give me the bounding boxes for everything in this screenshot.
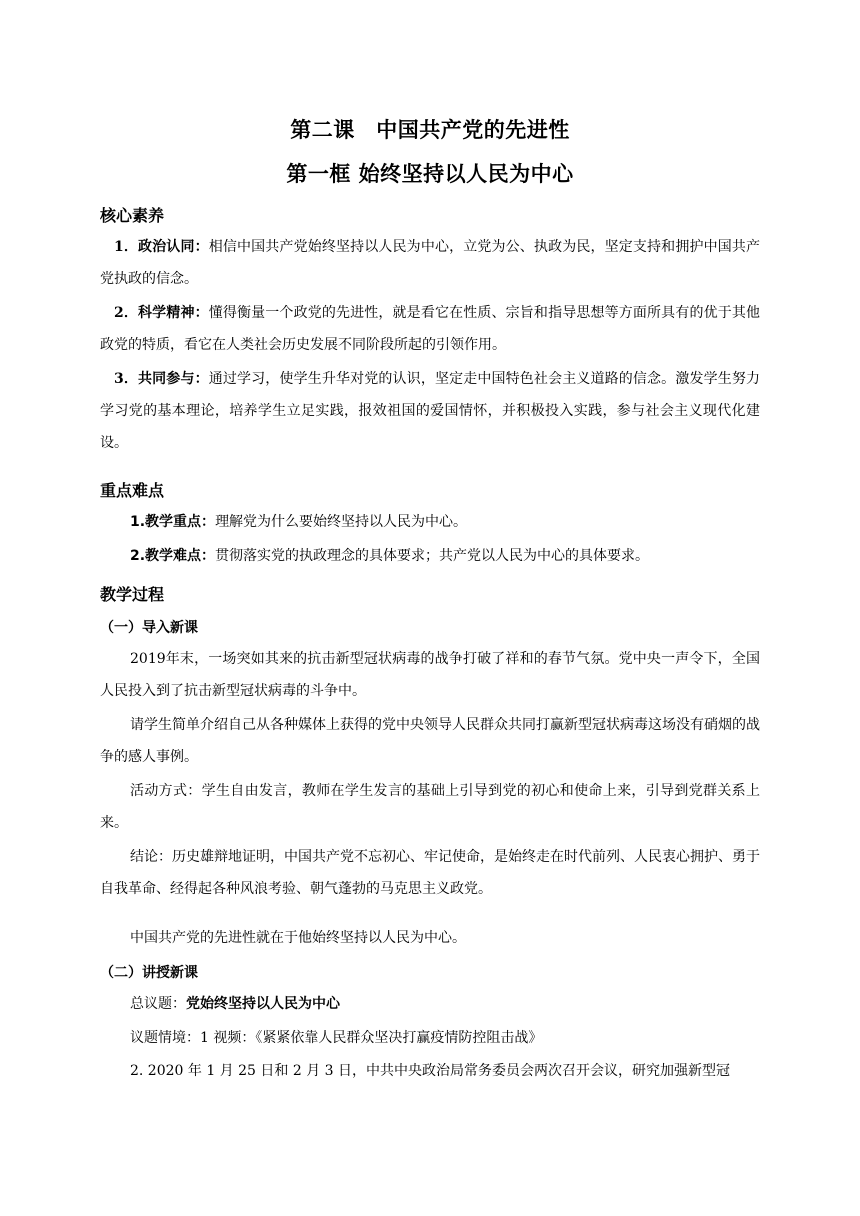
situation-item-2: 2. 2020 年 1 月 25 日和 2 月 3 日，中共中央政治局常务委员会两次召开会议，研究加强新型冠 [130,1063,731,1079]
core-item-3-text: 通过学习，使学生升华对党的认识，坚定走中国特色社会主义道路的信念。激发学生努力学习党的基本理论，培养学生立足实践，报效祖国的爱国情怀，并积极投入实践，参与社会主义现代化建设。 [100,371,761,451]
core-item-2-num: 2． [114,305,139,321]
new-lesson-heading: （二）讲授新课 [100,965,198,981]
key-item-1-text: 理解党为什么要始终坚持以人民为中心。 [215,514,468,530]
situation-line: 议题情境：1 视频：《紧紧依靠人民群众坚决打赢疫情防控阻击战》 [130,1030,543,1046]
process-heading: 教学过程 [100,585,165,604]
core-item-3-num: 3． [114,371,139,387]
core-item-1 [100,231,760,295]
core-item-3 [100,363,760,459]
core-item-2 [100,297,760,361]
topic-line [100,988,760,1020]
key-item-2-label: 2.教学难点： [130,548,216,564]
intro-para-5: 中国共产党的先进性就在于他始终坚持以人民为中心。 [130,930,466,946]
intro-para-1: 2019年末，一场突如其来的抗击新型冠状病毒的战争打破了祥和的春节气氛。党中央一声令下，全国人民投入到了抗击新型冠状病毒的斗争中。 [100,651,760,699]
core-item-1-label: 政治认同： [138,239,209,255]
core-item-1-text: 相信中国共产党始终坚持以人民为中心，立党为公、执政为民，坚定支持和拥护中国共产党执政的信念。 [100,239,761,287]
intro-para-3: 活动方式：学生自由发言，教师在学生发言的基础上引导到党的初心和使命上来，引导到党群关系上来。 [100,783,760,831]
section-subtitle: 第一框 始终坚持以人民为中心 [286,162,574,186]
key-item-1-label: 1.教学重点： [130,514,216,530]
key-item-1 [100,506,760,538]
core-item-1-num: 1． [114,239,139,255]
topic-label: 总议题： [130,996,186,1012]
intro-para-4: 结论：历史雄辩地证明，中国共产党不忘初心、牢记使命，是始终走在时代前列、人民衷心拥护、勇于自我革命、经得起各种风浪考验、朝气蓬勃的马克思主义政党。 [100,849,760,897]
key-heading: 重点难点 [100,481,165,500]
key-item-2-text: 贯彻落实党的执政理念的具体要求；共产党以人民为中心的具体要求。 [215,548,650,564]
key-item-2 [100,540,760,572]
intro-heading: （一）导入新课 [100,620,198,636]
topic-text: 党始终坚持以人民为中心 [186,996,340,1012]
core-heading: 核心素养 [100,206,165,225]
core-item-2-text: 懂得衡量一个政党的先进性，就是看它在性质、宗旨和指导思想等方面所具有的优于其他政党的特质，看它在人类社会历史发展不同阶段所起的引领作用。 [100,305,761,353]
lesson-title: 第二课 中国共产党的先进性 [290,118,570,142]
core-item-3-label: 共同参与： [138,371,209,387]
core-item-2-label: 科学精神： [138,305,209,321]
intro-para-2: 请学生简单介绍自己从各种媒体上获得的党中央领导人民群众共同打赢新型冠状病毒这场没有硝烟的战争的感人事例。 [100,717,760,765]
